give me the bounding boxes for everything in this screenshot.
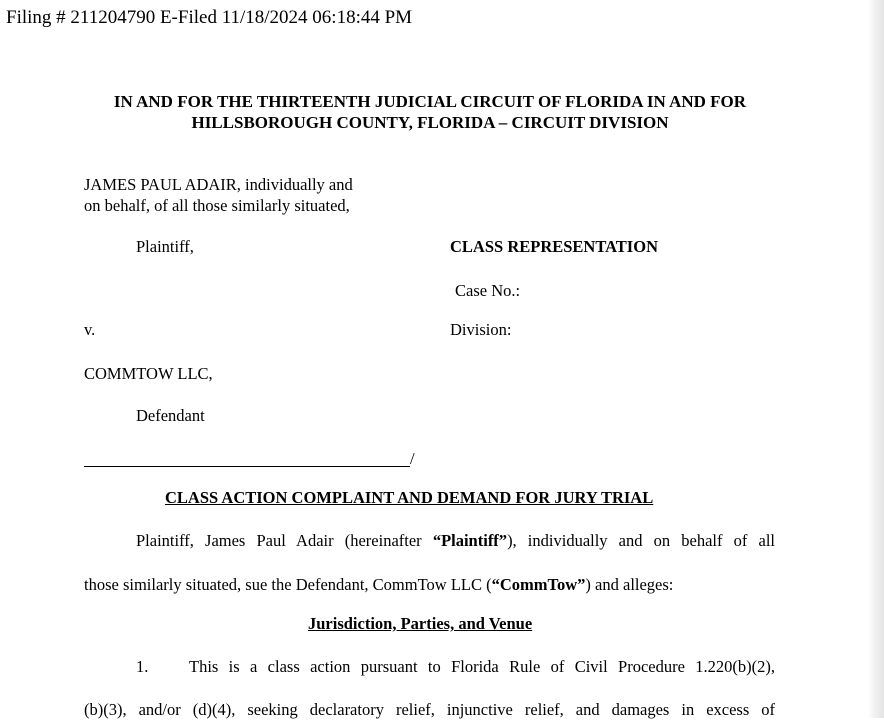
paragraph-number: 1. (136, 657, 149, 676)
page-edge-shadow (868, 0, 884, 718)
paragraph-1-line1: This is a class action pursuant to Florida Rule of Civil Procedure 1.220(b)(2), (189, 657, 775, 676)
intro-text-part: ) and alleges: (585, 575, 674, 594)
defendant-role: Defendant (136, 406, 205, 425)
defendant-name: COMMTOW LLC, (84, 364, 213, 383)
plaintiff-name-line1: JAMES PAUL ADAIR, individually and (84, 175, 353, 194)
caption-divider-slash: / (410, 449, 415, 468)
caption-divider-line (84, 466, 410, 467)
intro-paragraph-line2 (84, 575, 673, 595)
paragraph-1-line2: (b)(3), and/or (d)(4), seeking declaratory relief, injunctive relief, and damages in excess of (84, 700, 775, 719)
division-label: Division: (450, 320, 512, 339)
section-heading: Jurisdiction, Parties, and Venue (308, 614, 533, 633)
intro-text-part: Plaintiff, James Paul Adair (hereinafter (136, 531, 433, 550)
complaint-title: CLASS ACTION COMPLAINT AND DEMAND FOR JURY TRIAL (165, 488, 654, 507)
commtow-defined-term: “CommTow” (491, 575, 586, 594)
plaintiff-defined-term: “Plaintiff” (432, 531, 508, 550)
plaintiff-role: Plaintiff, (136, 237, 194, 256)
versus-label: v. (84, 320, 96, 339)
case-number-label: Case No.: (455, 281, 521, 300)
court-heading-line1: IN AND FOR THE THIRTEENTH JUDICIAL CIRCUIT OF FLORIDA IN AND FOR (113, 92, 747, 111)
intro-text-part: ), individually and on behalf of all (507, 531, 775, 550)
filing-stamp: Filing # 211204790 E-Filed 11/18/2024 06:18:44 PM (6, 7, 413, 28)
intro-text-part: those similarly situated, sue the Defendant, CommTow LLC ( (84, 575, 492, 594)
plaintiff-name-line2: on behalf, of all those similarly situated, (84, 196, 350, 215)
class-representation-label: CLASS REPRESENTATION (450, 237, 658, 256)
intro-paragraph-line1 (136, 531, 775, 551)
court-heading-line2: HILLSBOROUGH COUNTY, FLORIDA – CIRCUIT DIVISION (191, 113, 669, 132)
